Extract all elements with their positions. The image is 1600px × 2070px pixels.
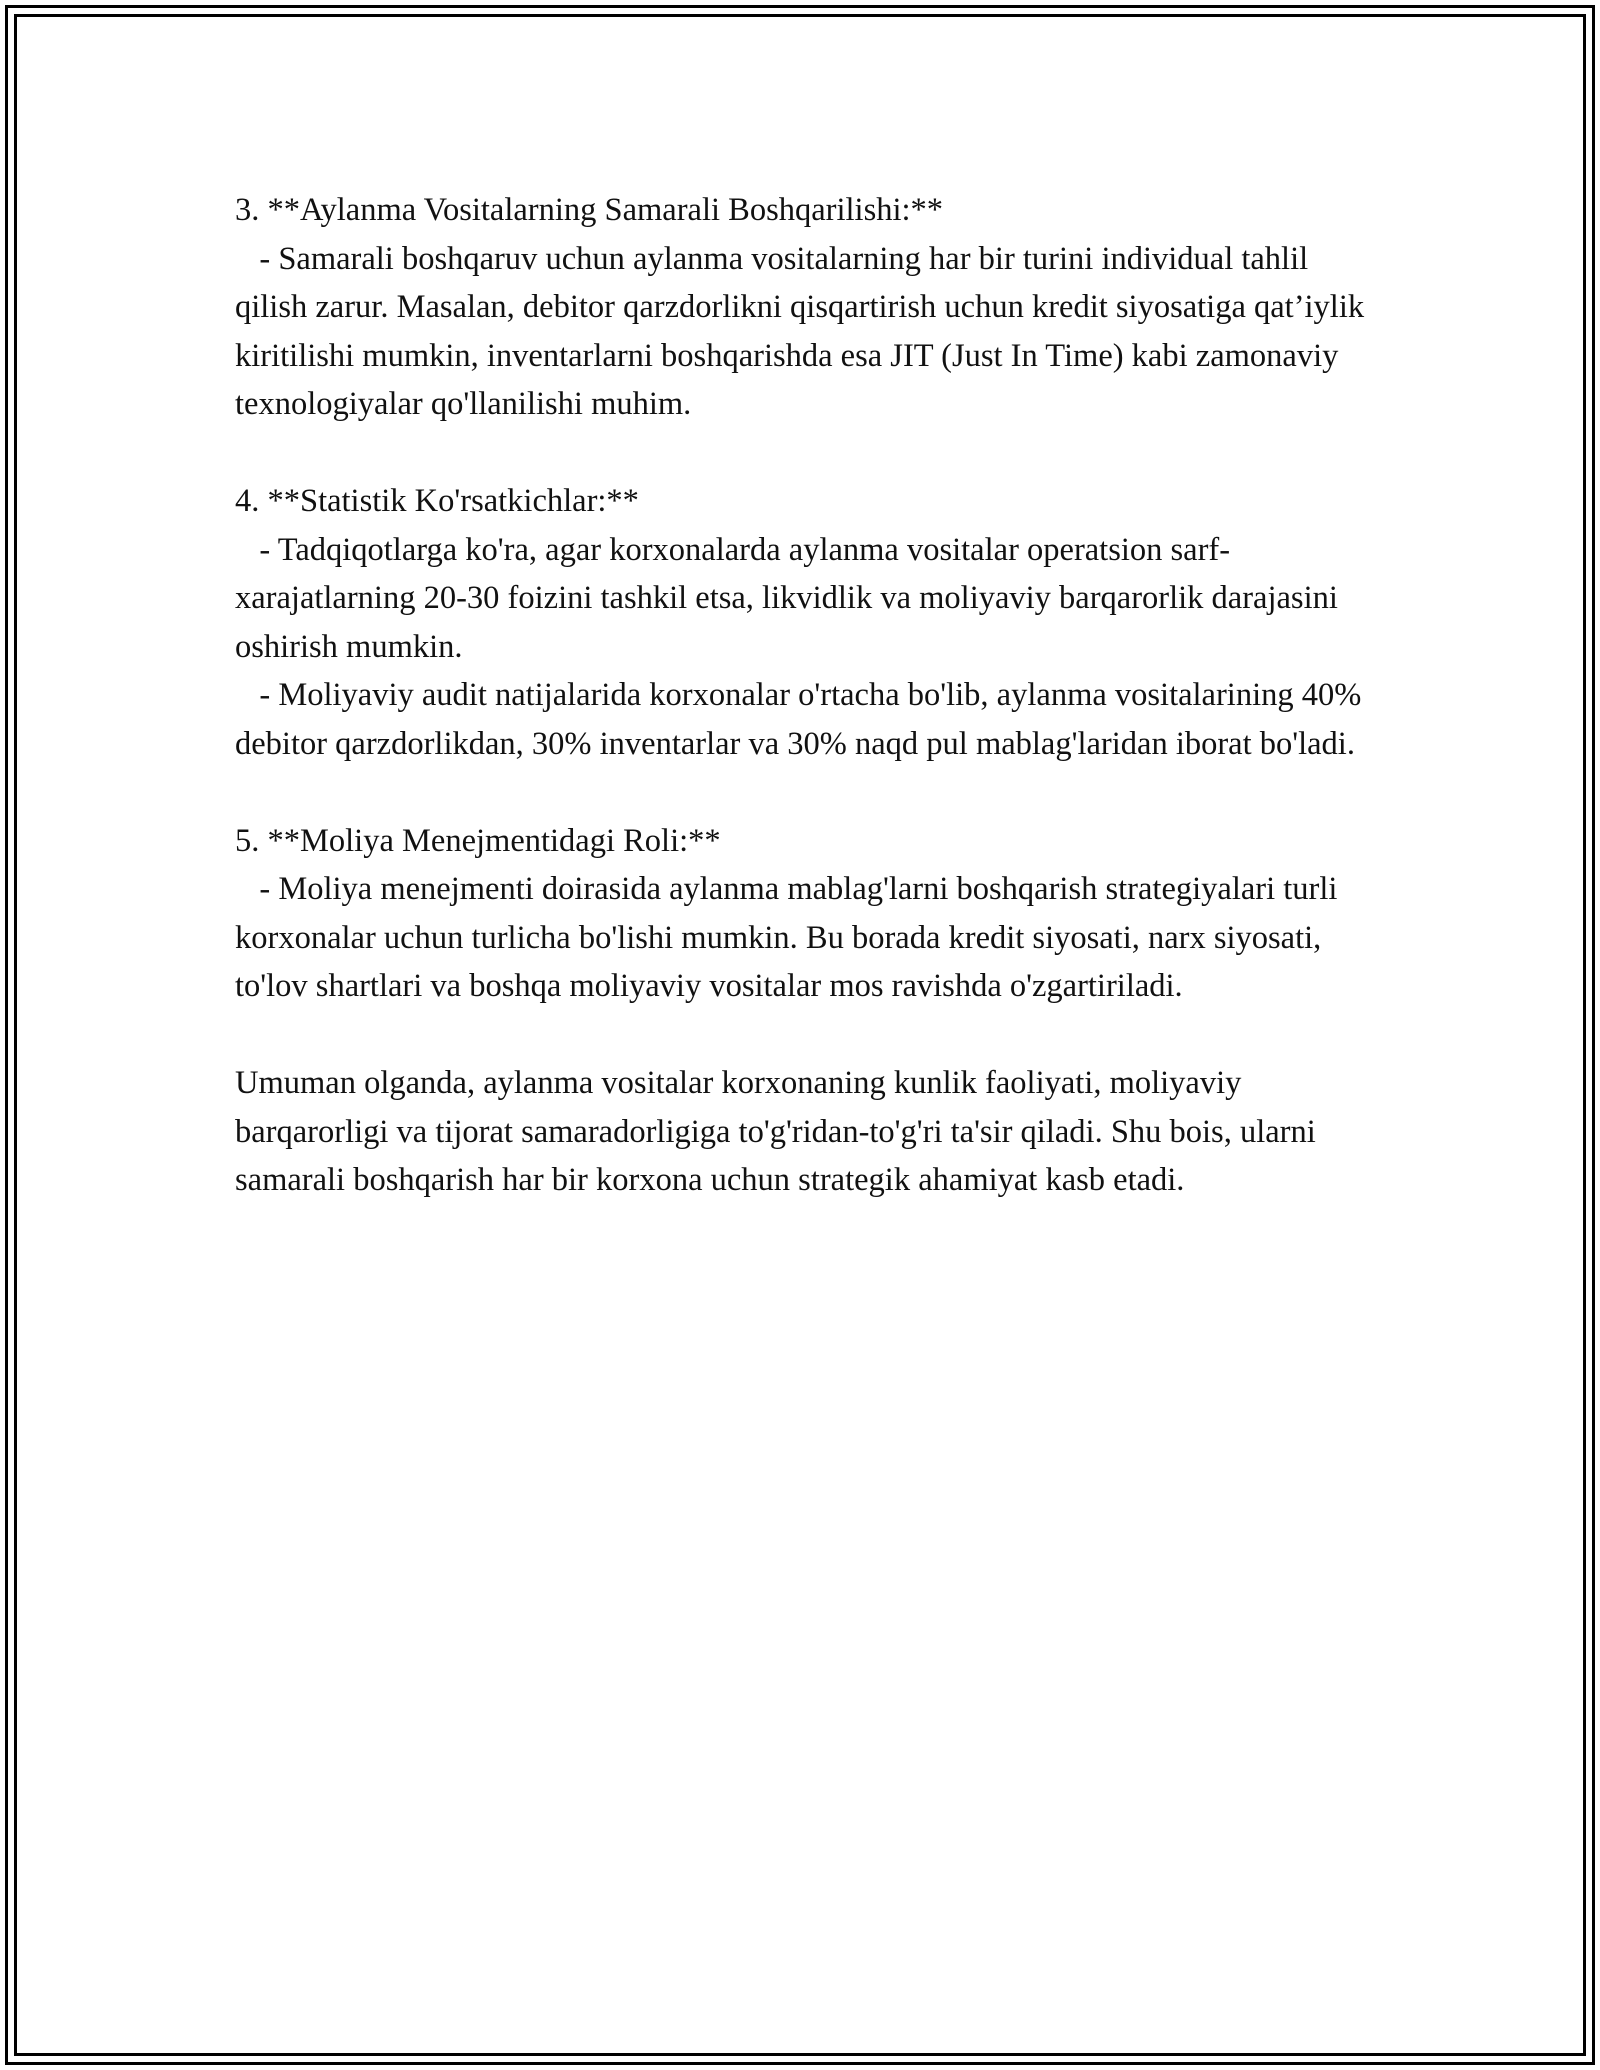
- paragraph-gap: [235, 768, 1375, 817]
- section-5-bullet: - Moliya menejmenti doirasida aylanma mablag'larni boshqarish strategiyalari turli korxonalar uchun turlicha bo'lishi mumkin. Bu borada kredit siyosati, narx siyosati, to'lov shartlari va boshqa moliyaviy vositalar mos ravishda o'zgartiriladi.: [235, 871, 1346, 1004]
- section-3-bullet: - Samarali boshqaruv uchun aylanma vositalarning har bir turini individual tahlil qilish zarur. Masalan, debitor qarzdorlikni qisqartirish uchun kredit siyosatiga qat’iylik kiritilishi mumkin, inventarlarni boshqarishda esa JIT (Just In Time) kabi zamonaviy texnologiyalar qo'llanilishi muhim.: [235, 240, 1373, 422]
- paragraph-gap: [235, 429, 1375, 478]
- section-4-heading: 4. **Statistik Ko'rsatkichlar:**: [235, 483, 639, 519]
- paragraph-gap: [235, 1011, 1375, 1060]
- section-3-heading: 3. **Aylanma Vositalarning Samarali Boshqarilishi:**: [235, 192, 944, 228]
- section-4-bullet-2: - Moliyaviy audit natijalarida korxonalar o'rtacha bo'lib, aylanma vositalarining 40% debitor qarzdorlikdan, 30% inventarlar va 30% naqd pul mablag'laridan iborat bo'ladi.: [235, 677, 1370, 762]
- document-body: [235, 186, 1375, 1205]
- section-5-heading: 5. **Moliya Menejmentidagi Roli:**: [235, 822, 721, 859]
- conclusion-paragraph: Umuman olganda, aylanma vositalar korxonaning kunlik faoliyati, moliyaviy barqarorligi va tijorat samaradorligiga to'g'ridan-to'g'ri ta'sir qiladi. Shu bois, ularni samarali boshqarish har bir korxona uchun strategik ahamiyat kasb etadi.: [235, 1065, 1324, 1198]
- section-4-bullet-1: - Tadqiqotlarga ko'ra, agar korxonalarda aylanma vositalar operatsion sarf-xarajatlarning 20-30 foizini tashkil etsa, likvidlik va moliyaviy barqarorlik darajasini oshirish mumkin.: [235, 531, 1347, 665]
